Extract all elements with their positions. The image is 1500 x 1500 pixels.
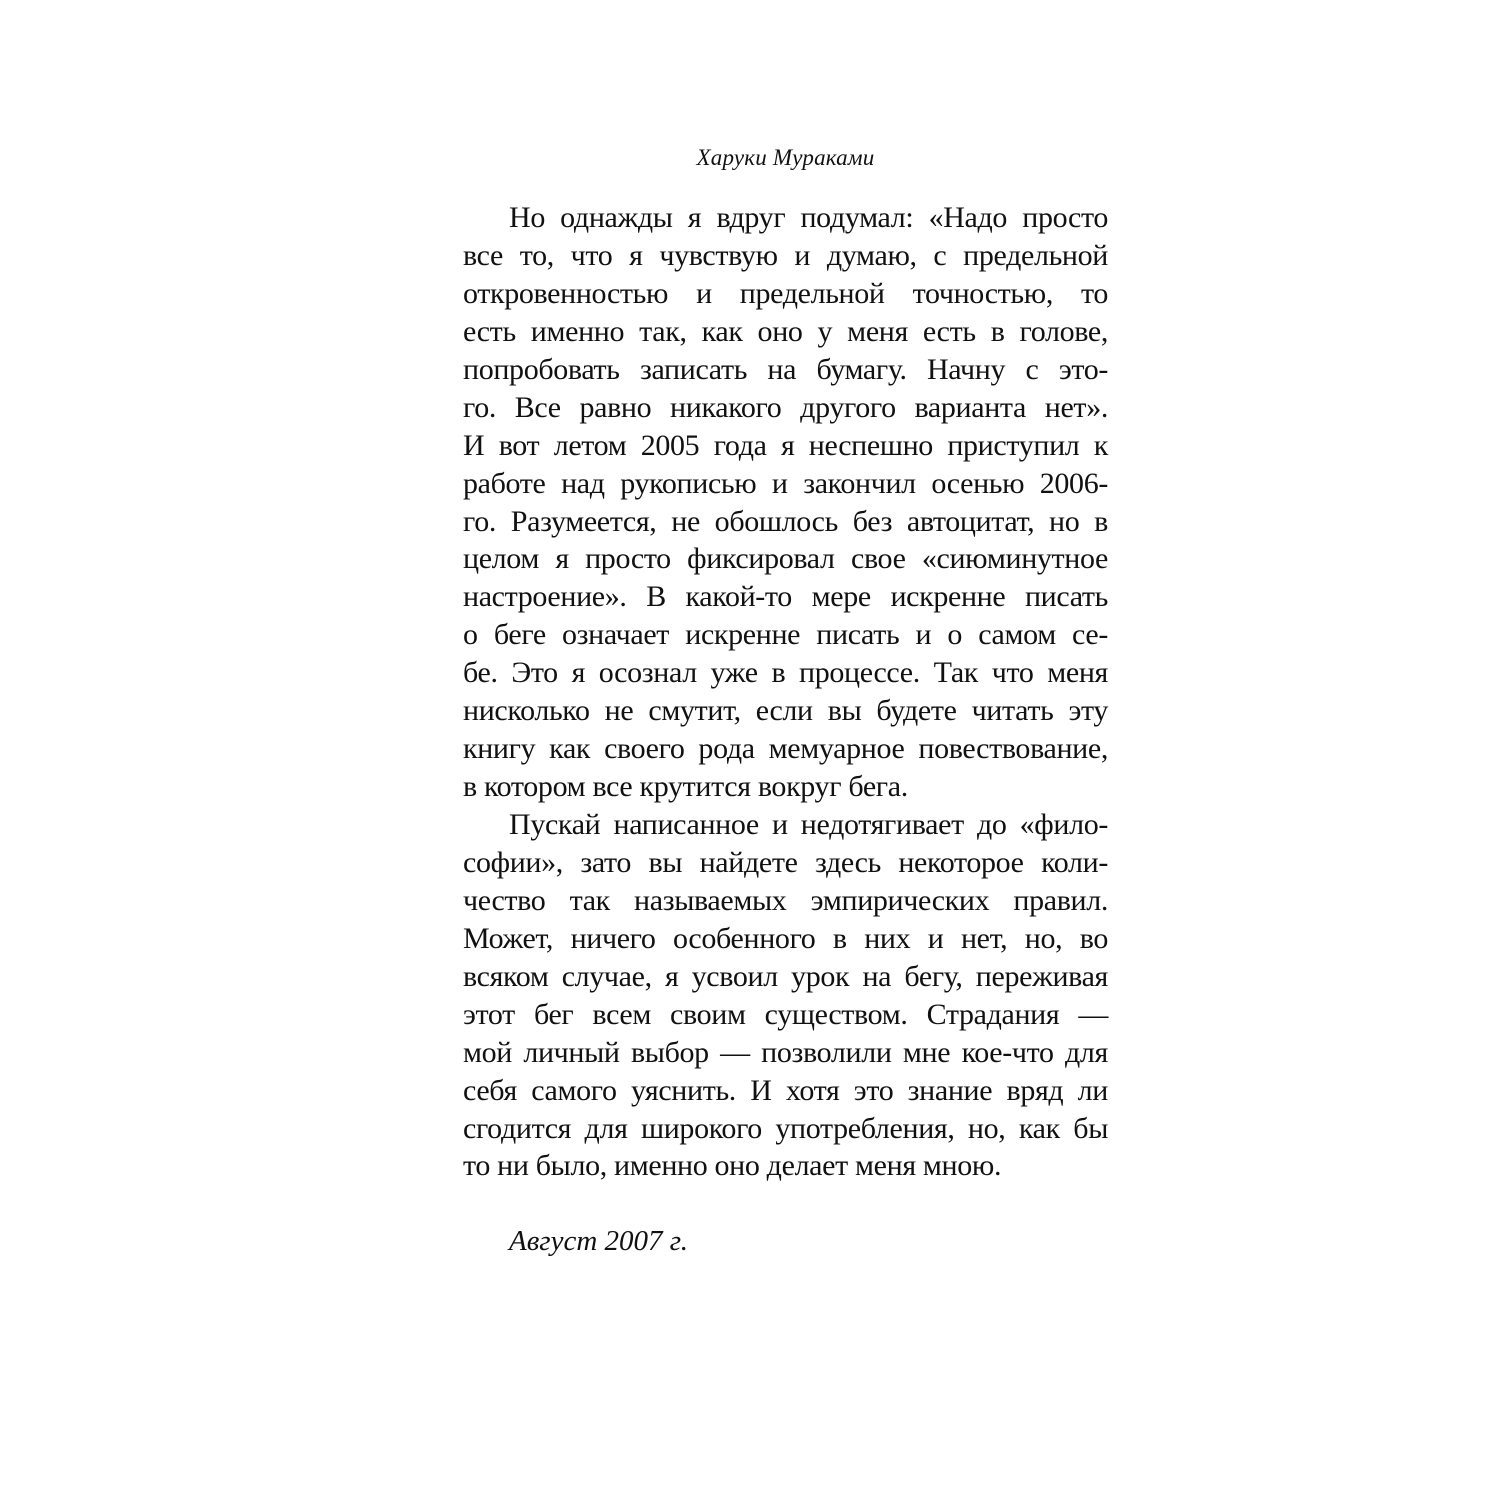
paragraph-2-line: Пускай написанное и недотягивает до «фило- [509,808,1108,841]
paragraph-2-line: сгодится для широкого употребления, но, как бы [463,1111,1108,1145]
running-header-author: Харуки Мураками [696,145,875,170]
paragraph-1-line: о беге означает искренне писать и о самом се- [463,618,1108,652]
paragraph-1-line: все то, что я чувствую и думаю, с предельной [463,238,1108,272]
paragraph-1-line: в котором все крутится вокруг бега. [463,770,908,804]
paragraph-2-line: софии», зато вы найдете здесь некоторое коли- [463,845,1108,879]
paragraph-2-line: этот бег всем своим существом. Страдания — [463,997,1108,1031]
paragraph-1-line: бе. Это я осознал уже в процессе. Так что меня [463,656,1108,690]
paragraph-1-line: книгу как своего рода мемуарное повествование, [463,732,1108,766]
paragraph-1-line: настроение». В какой-то мере искренне писать [463,580,1108,614]
paragraph-1-line: го. Все равно никакого другого варианта нет». [463,390,1108,424]
paragraph-2-line: всяком случае, я усвоил урок на бегу, переживая [463,959,1108,993]
paragraph-1-line: целом я просто фиксировал свое «сиюминутное [463,542,1108,576]
paragraph-1-line: откровенностью и предельной точностью, то [463,276,1108,310]
paragraph-2-line: мой личный выбор — позволили мне кое-что для [463,1035,1108,1069]
paragraph-2-line: Может, ничего особенного в них и нет, но, во [463,921,1108,955]
paragraph-1-line: Но однажды я вдруг подумал: «Надо просто [509,201,1108,234]
paragraph-1-line: И вот летом 2005 года я неспешно приступил к [463,428,1108,462]
body-text [463,199,1108,1185]
paragraph-1-line: работе над рукописью и закончил осенью 2006- [463,466,1108,500]
paragraph-1-line: попробовать записать на бумагу. Начну с это- [463,352,1108,386]
paragraph-2-line: чество так называемых эмпирических правил. [463,883,1108,917]
paragraph-1-line: есть именно так, как оно у меня есть в голове, [463,314,1108,348]
signature-date: Август 2007 г. [509,1225,688,1257]
paragraph-2-line: то ни было, именно оно делает меня мною. [463,1149,1002,1183]
paragraph-2-line: себя самого уяснить. И хотя это знание вряд ли [463,1073,1108,1107]
paragraph-1-line: го. Разумеется, не обошлось без автоцитат, но в [463,504,1108,538]
paragraph-1-line: нисколько не смутит, если вы будете читать эту [463,694,1108,728]
